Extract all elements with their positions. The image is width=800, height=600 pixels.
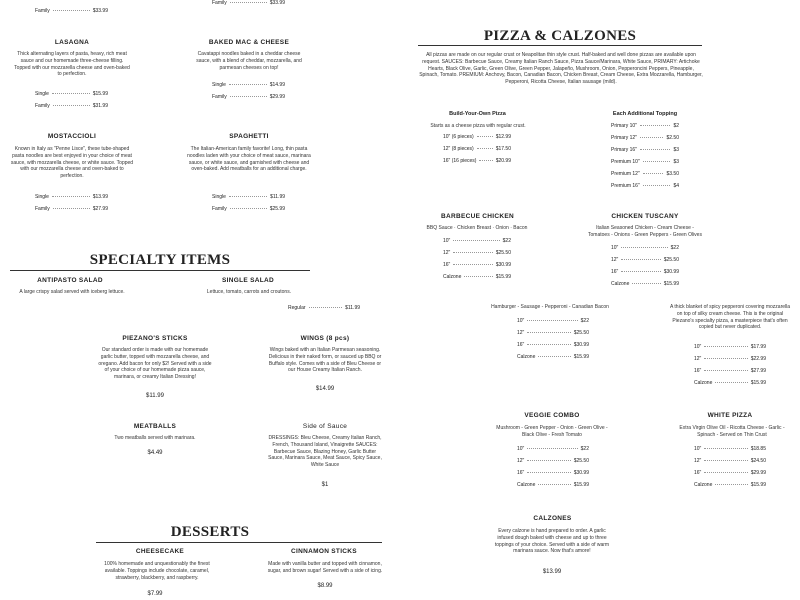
size-label: Family	[212, 0, 227, 6]
cheesecake-price: $7.99	[147, 591, 163, 597]
divider	[96, 542, 382, 543]
price-row	[694, 482, 766, 489]
size-label: Primary 16"	[611, 147, 637, 153]
price: $15.99	[92, 91, 108, 97]
price: $18.85	[750, 446, 766, 452]
top-family-row-right	[212, 0, 285, 7]
size-label: Premium 12"	[611, 171, 640, 177]
lasagna-single-row	[35, 91, 108, 98]
price-row	[611, 147, 679, 154]
price: $33.99	[269, 0, 285, 6]
price: $17.50	[495, 146, 511, 152]
cinnamon-price: $8.99	[317, 583, 333, 589]
price: $30.99	[573, 342, 589, 348]
cheesecake-title: CHEESECAKE	[135, 548, 185, 555]
spaghetti-desc: The Italian-American family favorite! Long, thin pasta noodles laden with your choice of meat sauce, marinara sauce, or white sauce, and garnished with cheese and oven-baked. Add meatballs for an additional charge.	[187, 146, 311, 173]
size-label: Premium 10"	[611, 159, 640, 165]
price-row	[611, 159, 679, 166]
price-row	[517, 446, 589, 453]
price-row	[517, 330, 589, 337]
chicken-tuscany-title: CHICKEN TUSCANY	[611, 213, 679, 220]
price: $22.99	[750, 356, 766, 362]
price: $25.50	[663, 257, 679, 263]
size-label: 12"	[611, 257, 619, 263]
single-salad-title: SINGLE SALAD	[222, 277, 274, 284]
price: $13.99	[92, 194, 108, 200]
piezanos-sticks-desc: Our standard order is made with our homemade garlic butter, topped with mozzarella cheese, and oregano. Add bacon for only $2! Served with a side of your choice of our homemade pizza sauce, marinara, or creamy Italian Dressing!	[98, 347, 212, 380]
price: $3	[673, 159, 679, 165]
size-label: Single	[35, 91, 49, 97]
spaghetti-title: SPAGHETTI	[229, 133, 269, 140]
price-row	[443, 238, 511, 245]
calzones-title: CALZONES	[533, 515, 572, 522]
mostaccioli-single-row	[35, 194, 108, 201]
price-row	[694, 368, 766, 375]
price: $29.99	[750, 470, 766, 476]
price: $22	[580, 318, 589, 324]
cinnamon-title: CINNAMON STICKS	[291, 548, 357, 555]
price-row	[611, 135, 679, 142]
price: $22	[580, 446, 589, 452]
size-label: Single	[212, 82, 226, 88]
lasagna-family-row	[35, 103, 108, 110]
size-label: 10"	[443, 238, 451, 244]
wings-title: WINGS (8 pcs)	[300, 335, 350, 342]
price: $15.99	[573, 354, 589, 360]
size-label: Regular	[288, 305, 306, 311]
price-row	[611, 171, 679, 178]
price: $15.99	[573, 482, 589, 488]
price: $3	[673, 147, 679, 153]
size-label: 10"	[517, 446, 525, 452]
mostaccioli-desc: Known in Italy as "Penne Lisce", these tube-shaped pasta noodles are best enjoyed in your choice of meat sauce, with mozzarella cheese, or white sauce. Topped with our mozzarella cheese and oven-baked to perfection.	[10, 146, 134, 179]
price: $25.99	[269, 206, 285, 212]
price-row	[443, 262, 511, 269]
cheesecake-desc: 100% homemade and unquestionably the finest available. Toppings include chocolate, caramel, strawberry, blackberry, and raspberry.	[104, 561, 210, 581]
single-salad-desc: Lettuce, tomato, carrots and croutons.	[206, 289, 292, 295]
price: $22	[502, 238, 511, 244]
price-row	[611, 123, 679, 130]
top-family-row	[35, 8, 108, 15]
calzones-desc: Every calzone is hand prepared to order. A garlic infused dough baked with cheese and up to three toppings of your choice. Served with a side of warm marinara sauce. Now that's amore!	[494, 528, 610, 555]
price: $25.50	[573, 330, 589, 336]
pizza-title: PIZZA & CALZONES	[483, 28, 637, 44]
price-row	[443, 146, 511, 153]
price: $3.50	[666, 171, 679, 177]
price-row	[694, 470, 766, 477]
meatballs-title: MEATBALLS	[133, 423, 177, 430]
price-row	[443, 274, 511, 281]
size-label: 16"	[694, 470, 702, 476]
price: $27.99	[92, 206, 108, 212]
price-row	[611, 245, 679, 252]
size-label: 12" (8 pieces)	[443, 146, 474, 152]
desserts-title: DESSERTS	[170, 524, 250, 540]
lasagna-desc: Thick alternating layers of pasta, heavy, rich meat sauce and our homemade three-cheese filling. Topped with our mozzarella cheese and oven-baked to perfection.	[14, 51, 130, 78]
price: $30.99	[495, 262, 511, 268]
price-row	[694, 446, 766, 453]
price: $22	[670, 245, 679, 251]
size-label: 10"	[517, 318, 525, 324]
price-row	[517, 354, 589, 361]
size-label: 10"	[694, 344, 702, 350]
build-note: Starts as a cheese pizza with regular crust.	[430, 123, 526, 129]
size-label: 10" (6 pieces)	[443, 134, 474, 140]
hamburger-desc: Hamburger - Sausage - Pepperoni - Canadian Bacon	[491, 304, 609, 310]
piezanos-sticks-title: PIEZANO'S STICKS	[122, 335, 188, 342]
cinnamon-desc: Made with vanilla butter and topped with cinnamon, sugar, and brown sugar! Served with a side of icing.	[267, 561, 383, 574]
price: $15.99	[750, 380, 766, 386]
price: $24.50	[750, 458, 766, 464]
size-label: Calzone	[517, 482, 536, 488]
price: $14.99	[269, 82, 285, 88]
meatballs-price: $4.49	[147, 450, 163, 456]
price-row	[694, 458, 766, 465]
size-label: 10"	[611, 245, 619, 251]
size-label: Family	[212, 206, 227, 212]
size-label: Calzone	[694, 380, 713, 386]
chicken-tuscany-desc: Italian Seasoned Chicken - Cream Cheese - Tomatoes - Onions - Green Peppers - Green Olives	[588, 225, 702, 238]
mostaccioli-family-row	[35, 206, 108, 213]
divider	[418, 45, 702, 46]
size-label: 12"	[443, 250, 451, 256]
size-label: Family	[35, 8, 50, 14]
veggie-title: VEGGIE COMBO	[524, 412, 580, 419]
size-label: 10"	[694, 446, 702, 452]
pizza-desc: All pizzas are made on our regular crust or Neapolitan thin style crust. Half-baked and well done pizzas are available upon request. SAUCES: Barbecue Sauce, Creamy Italian Ranch Sauce, Pizza Sauce/Marinara, White Sauce, PRIMARY: Artichoke Hearts, Black Olive, Garlic, Green Olive, Green Pepper, Jalapeño, Mushroom, Onion, Pepperoncini Peppers, Pineapple, Spinach, Tomato. PREMIUM: Anchovy, Bacon, Canadian Bacon, Chicken Breast, Cream Cheese, Extra Mozzarella, Hamburger, Pepperoni, Ricotta Cheese, Italian sausage (mild).	[419, 52, 703, 85]
price: $33.99	[92, 8, 108, 14]
baked-mac-desc: Cavatappi noodles baked in a cheddar cheese sauce, with a blend of cheddar, mozzarella, and parmesan cheeses on top!	[196, 51, 302, 71]
baked-mac-family-row	[212, 94, 285, 101]
price: $11.99	[345, 305, 360, 311]
price-row	[517, 318, 589, 325]
veggie-desc: Mushroom - Green Pepper - Onion - Green Olive - Black Olive - Fresh Tomato	[496, 425, 608, 438]
price-row	[611, 269, 679, 276]
price: $15.99	[750, 482, 766, 488]
price-row	[517, 470, 589, 477]
antipasto-desc: A large crispy salad served with iceberg lettuce.	[19, 289, 125, 295]
lasagna-title: LASAGNA	[54, 39, 90, 46]
size-label: 16"	[611, 269, 619, 275]
side-sauce-price: $1	[321, 482, 329, 488]
spaghetti-single-row	[212, 194, 285, 201]
single-salad-regular-row	[288, 305, 360, 312]
price: $2.50	[666, 135, 679, 141]
size-label: 12"	[517, 330, 525, 336]
bbq-chicken-title: BARBECUE CHICKEN	[440, 213, 515, 220]
price: $30.99	[663, 269, 679, 275]
spaghetti-family-row	[212, 206, 285, 213]
price-row	[694, 344, 766, 351]
piezanos-sticks-price: $11.99	[146, 393, 164, 399]
price: $25.50	[495, 250, 511, 256]
size-label: 16"	[443, 262, 451, 268]
price-row	[694, 380, 766, 387]
white-pizza-desc: Extra Virgin Olive Oil - Ricotta Cheese - Garlic - Spinach - Served on Thin Crust	[679, 425, 785, 438]
baked-mac-single-row	[212, 82, 285, 89]
specialty-pizza-desc: A thick blanket of spicy pepperoni covering mozzarella on top of silky cream cheese. This is the original Piezano's specialty pizza, a masterpiece that's often copied but never duplicated.	[669, 304, 791, 331]
topping-title: Each Additional Topping	[612, 111, 678, 117]
price: $27.99	[750, 368, 766, 374]
meatballs-desc: Two meatballs served with marinara.	[114, 435, 196, 441]
mostaccioli-title: MOSTACCIOLI	[47, 133, 97, 140]
size-label: 12"	[517, 458, 525, 464]
price-row	[611, 183, 679, 190]
white-pizza-title: WHITE PIZZA	[707, 412, 753, 419]
price: $15.99	[495, 274, 511, 280]
price: $15.99	[663, 281, 679, 287]
price-row	[611, 281, 679, 288]
price: $11.99	[270, 194, 285, 200]
size-label: 16"	[694, 368, 702, 374]
antipasto-title: ANTIPASTO SALAD	[37, 277, 103, 284]
price-row	[517, 342, 589, 349]
price-row	[694, 356, 766, 363]
wings-price: $14.99	[315, 386, 335, 392]
size-label: Family	[35, 206, 50, 212]
price-row	[443, 134, 511, 141]
price: $12.99	[495, 134, 511, 140]
baked-mac-title: BAKED MAC & CHEESE	[208, 39, 290, 46]
price: $31.99	[92, 103, 108, 109]
side-sauce-desc: DRESSINGS: Bleu Cheese, Creamy Italian Ranch, French, Thousand Island, Vinaigrette SAUCES: Barbecue Sauce, Blazing Honey, Garlic Butter Sauce, Marinara Sauce, Meat Sauce, Spicy Sauce, White Sauce	[268, 435, 382, 468]
price-row	[443, 250, 511, 257]
wings-desc: Wings baked with an Italian Parmesan seasoning. Delicious in their naked form, or sauced up BBQ or Buffalo style. Comes with a side of Bleu Cheese or our House Creamy Italian Ranch.	[268, 347, 382, 374]
price: $17.99	[750, 344, 766, 350]
size-label: Primary 12"	[611, 135, 637, 141]
size-label: Calzone	[694, 482, 713, 488]
price: $4	[673, 183, 679, 189]
size-label: Calzone	[611, 281, 630, 287]
size-label: 16"	[517, 470, 525, 476]
side-sauce-title: Side of Sauce	[302, 423, 348, 430]
price-row	[611, 257, 679, 264]
size-label: Calzone	[517, 354, 536, 360]
build-title: Build-Your-Own Pizza	[449, 111, 506, 117]
price: $25.50	[573, 458, 589, 464]
size-label: Family	[212, 94, 227, 100]
size-label: 12"	[694, 458, 702, 464]
size-label: Single	[212, 194, 226, 200]
size-label: 16" (16 pieces)	[443, 158, 477, 164]
size-label: 16"	[517, 342, 525, 348]
specialty-title: SPECIALTY ITEMS	[89, 252, 231, 268]
size-label: Primary 10"	[611, 123, 637, 129]
size-label: Calzone	[443, 274, 462, 280]
size-label: Single	[35, 194, 49, 200]
price: $20.99	[495, 158, 511, 164]
price: $30.99	[573, 470, 589, 476]
size-label: 12"	[694, 356, 702, 362]
price: $29.99	[269, 94, 285, 100]
price-row	[517, 482, 589, 489]
price-row	[517, 458, 589, 465]
price: $2	[673, 123, 679, 129]
divider	[10, 270, 310, 271]
bbq-chicken-desc: BBQ Sauce · Chicken Breast · Onion · Bacon	[426, 225, 528, 231]
calzones-price: $13.99	[542, 569, 562, 575]
size-label: Family	[35, 103, 50, 109]
price-row	[443, 158, 511, 165]
size-label: Premium 16"	[611, 183, 640, 189]
